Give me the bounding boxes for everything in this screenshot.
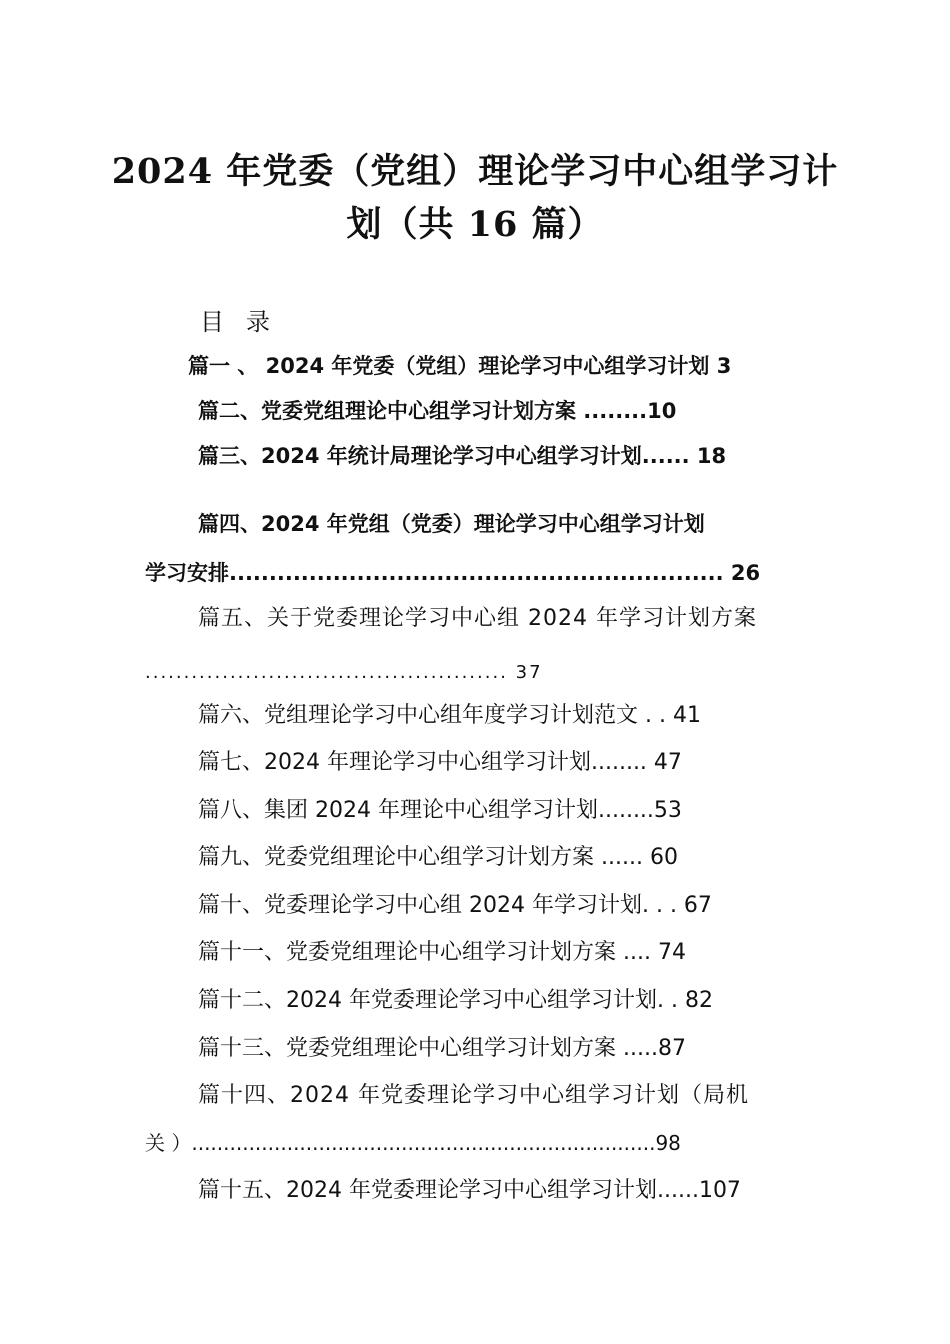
toc-entry-4[interactable]: 篇四、2024 年党组（党委）理论学习中心组学习计划 <box>198 512 705 536</box>
toc-entry-4-continuation[interactable]: 学习安排.............................................................. 26 <box>145 561 761 585</box>
toc-entry-15[interactable]: 篇十五、2024 年党委理论学习中心组学习计划......107 <box>198 1178 741 1203</box>
toc-entry-10[interactable]: 篇十、党委理论学习中心组 2024 年学习计划. . . 67 <box>198 893 712 918</box>
toc-entry-11[interactable]: 篇十一、党委党组理论中心组学习计划方案 .... 74 <box>198 940 686 965</box>
toc-entry-1[interactable]: 篇一 、 2024 年党委（党组）理论学习中心组学习计划 3 <box>188 354 732 378</box>
toc-entry-3[interactable]: 篇三、2024 年统计局理论学习中心组学习计划...... 18 <box>198 444 727 468</box>
toc-heading: 目录 <box>200 308 292 336</box>
toc-entry-5[interactable]: 篇五、关于党委理论学习中心组 2024 年学习计划方案 <box>198 606 757 631</box>
toc-entry-9[interactable]: 篇九、党委党组理论中心组学习计划方案 ...... 60 <box>198 845 678 870</box>
toc-entry-2[interactable]: 篇二、党委党组理论中心组学习计划方案 ........10 <box>198 399 677 423</box>
toc-entry-6[interactable]: 篇六、党组理论学习中心组年度学习计划范文 . . 41 <box>198 703 701 728</box>
document-title-line-2: 划（共 16 篇） <box>346 204 604 245</box>
toc-entry-8[interactable]: 篇八、集团 2024 年理论中心组学习计划........53 <box>198 798 682 823</box>
toc-entry-14-continuation[interactable]: 关 ）.........................................................................98 <box>145 1131 681 1155</box>
toc-entry-14[interactable]: 篇十四、2024 年党委理论学习中心组学习计划（局机 <box>198 1083 749 1108</box>
document-title-line-1: 2024 年党委（党组）理论学习中心组学习计 <box>111 151 839 192</box>
toc-entry-12[interactable]: 篇十二、2024 年党委理论学习中心组学习计划. . 82 <box>198 988 713 1013</box>
toc-entry-13[interactable]: 篇十三、党委党组理论中心组学习计划方案 .....87 <box>198 1036 686 1061</box>
toc-entry-7[interactable]: 篇七、2024 年理论学习中心组学习计划........ 47 <box>198 750 682 775</box>
toc-entry-5-continuation[interactable]: ............................................... 37 <box>145 662 543 683</box>
